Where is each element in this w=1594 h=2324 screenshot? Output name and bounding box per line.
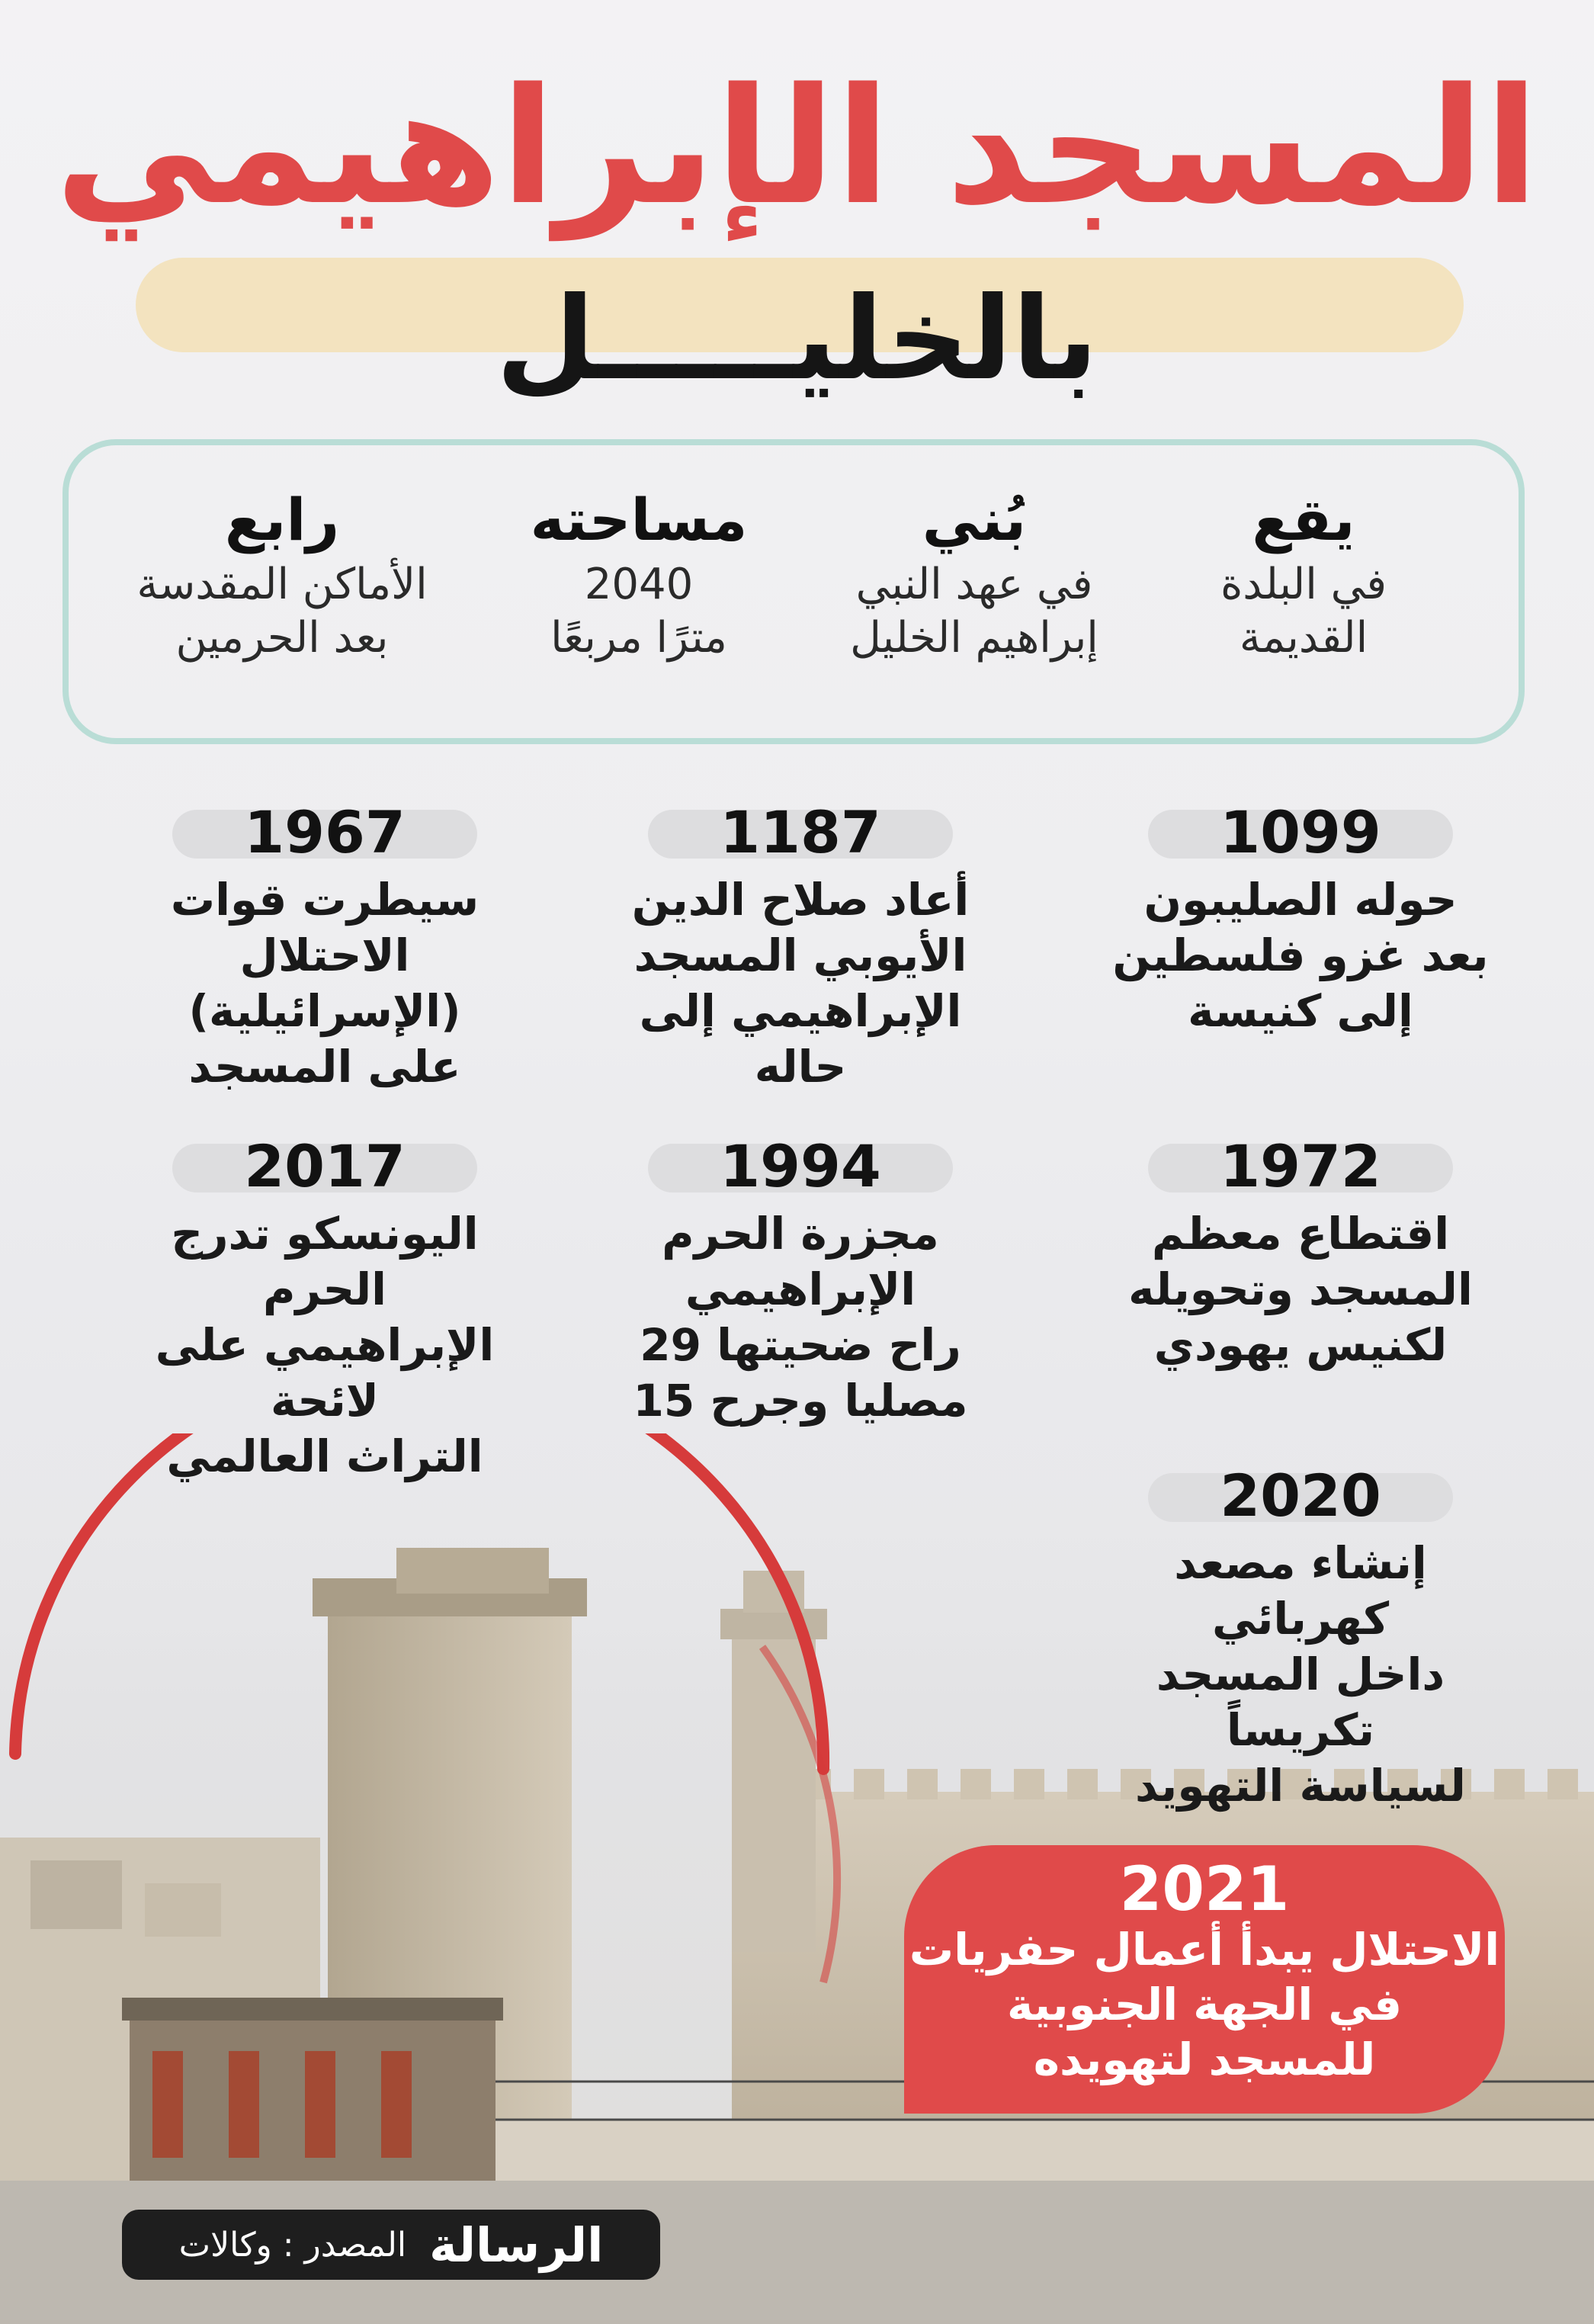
info-heading: مساحته — [530, 486, 748, 554]
callout-year: 2021 — [1119, 1854, 1290, 1924]
timeline-item-1972 — [1087, 1132, 1514, 1373]
page-title: المسجد الإبراهيمي — [55, 53, 1539, 240]
year-pill — [648, 1132, 953, 1200]
timeline-text: راح ضحيتها 29 — [640, 1319, 961, 1372]
timeline-item-2017 — [111, 1132, 538, 1485]
timeline-text: اليونسكو تدرج الحرم — [171, 1208, 479, 1316]
timeline-text: لكنيس يهودي — [1153, 1319, 1448, 1372]
timeline-text: لسياسة التهويد — [1135, 1760, 1466, 1812]
timeline-text: الإبراهيمي على لائحة — [155, 1319, 495, 1427]
timeline-text: اقتطاع معظم — [1151, 1208, 1450, 1260]
info-line: إبراهيم الخليل — [850, 612, 1098, 663]
year-pill — [1148, 1132, 1453, 1200]
info-heading: رابع — [224, 486, 340, 554]
timeline-text: حوله الصليبون — [1143, 874, 1458, 926]
timeline-text: الاحتلال (الإسرائيلية) — [188, 929, 461, 1038]
timeline-text: مصليا وجرح 15 — [633, 1375, 968, 1427]
info-line: الأماكن المقدسة — [136, 559, 428, 609]
info-line: القديمة — [1239, 612, 1368, 663]
year-pill — [1148, 798, 1453, 866]
timeline-item-1099 — [1087, 798, 1514, 1039]
info-line: مترًا مربعًا — [550, 612, 727, 663]
info-rank — [114, 488, 450, 665]
timeline-text: إنشاء مصعد كهربائي — [1174, 1537, 1427, 1645]
timeline-text: الإبراهيمي — [685, 1263, 916, 1316]
page-subtitle: بالخليـــــل — [496, 273, 1098, 406]
callout-text: في الجهة الجنوبية — [1006, 1978, 1403, 2030]
callout-text: للمسجد لتهويده — [1033, 2033, 1376, 2085]
timeline-text: إلى كنيسة — [1188, 985, 1413, 1038]
timeline-item-1967 — [111, 798, 538, 1095]
timeline-year: 2017 — [244, 1132, 406, 1200]
info-line: بعد الحرمين — [175, 612, 389, 663]
callout-2021 — [904, 1845, 1505, 2114]
timeline-year: 1967 — [244, 798, 406, 866]
info-location — [1136, 488, 1471, 665]
year-pill — [1148, 1462, 1453, 1530]
info-line: في عهد النبي — [855, 559, 1093, 609]
timeline-item-2020 — [1087, 1462, 1514, 1814]
info-area — [471, 488, 807, 665]
timeline-year: 1994 — [720, 1132, 881, 1200]
callout-text: الاحتلال يبدأ أعمال حفريات — [909, 1924, 1500, 1976]
timeline-text: مجزرة الحرم — [662, 1208, 939, 1260]
timeline-text: داخل المسجد تكريساً — [1156, 1648, 1445, 1757]
timeline-item-1187 — [587, 798, 1014, 1095]
info-built — [807, 488, 1142, 665]
timeline-text: سيطرت قوات — [170, 874, 479, 926]
brand-logo: الرسالة — [429, 2216, 604, 2273]
timeline-text: على المسجد — [188, 1041, 461, 1093]
timeline-text: المسجد وتحويله — [1128, 1263, 1473, 1316]
source-text: المصدر : وكالات — [178, 2225, 407, 2265]
timeline-year: 1099 — [1220, 798, 1381, 866]
year-pill — [648, 798, 953, 866]
timeline-text: التراث العالمي — [166, 1430, 483, 1483]
year-pill — [172, 798, 477, 866]
year-pill — [172, 1132, 477, 1200]
timeline-text: بعد غزو فلسطين — [1112, 929, 1489, 982]
timeline-text: أعاد صلاح الدين — [631, 874, 970, 926]
timeline-item-1994 — [587, 1132, 1014, 1429]
timeline-year: 2020 — [1220, 1462, 1381, 1530]
timeline-text: الأيوبي المسجد — [633, 929, 967, 982]
timeline-text: الإبراهيمي إلى حاله — [639, 985, 962, 1093]
info-heading: بُني — [922, 486, 1027, 554]
timeline-year: 1972 — [1220, 1132, 1381, 1200]
info-line: في البلدة — [1220, 559, 1387, 609]
info-heading: يقع — [1252, 486, 1355, 554]
source-badge — [122, 2210, 660, 2280]
info-line: 2040 — [584, 559, 694, 609]
timeline-year: 1187 — [720, 798, 881, 866]
